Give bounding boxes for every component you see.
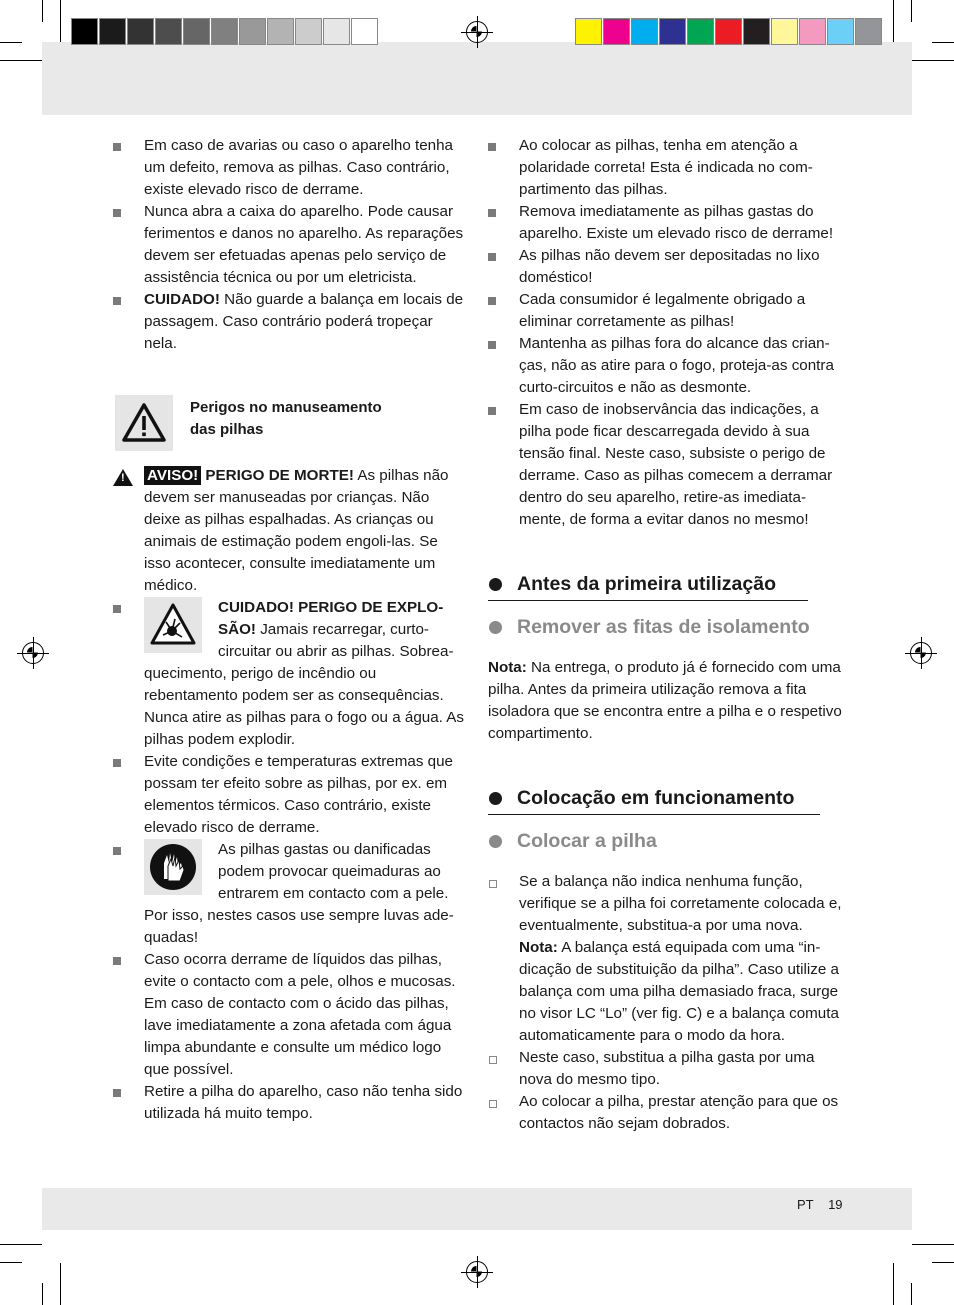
note-paragraph: Nota: Na entrega, o produto já é fornecido com uma pilha. Antes da primeira utilização remova a fita isoladora que se encontra entre a pilha e o respetivo compartimento. bbox=[488, 659, 842, 742]
registration-mark-icon bbox=[466, 1261, 488, 1283]
page-number: PT 19 bbox=[797, 1197, 843, 1212]
warning-small-icon bbox=[113, 469, 133, 486]
color-swatch bbox=[239, 18, 266, 45]
color-swatch bbox=[155, 18, 182, 45]
crop-mark bbox=[42, 0, 43, 22]
color-swatch bbox=[267, 18, 294, 45]
list-item: CUIDADO! PERIGO DE EXPLO-SÃO! Jamais recarregar, curto-circuitar ou abrir as pilhas. Sobrea-quecimento, perigo de incêndio ou rebentamento podem ser as consequências. Nunca atire as pilhas para o fogo ou a água. As pilhas podem explodir. bbox=[113, 597, 466, 751]
color-swatch bbox=[211, 18, 238, 45]
registration-mark-icon bbox=[910, 642, 932, 664]
color-swatch bbox=[771, 18, 798, 45]
section-heading: Colocação em funcionamento bbox=[488, 785, 842, 811]
crop-mark bbox=[42, 1283, 43, 1305]
gray-color-bar bbox=[71, 18, 379, 46]
crop-mark bbox=[893, 1263, 894, 1305]
crop-mark bbox=[60, 1263, 61, 1305]
crop-mark bbox=[0, 42, 22, 43]
explosion-hazard-icon bbox=[144, 597, 202, 653]
list-item: CUIDADO! Não guarde a balança em locais de passagem. Caso contrário poderá tropeçar nela. bbox=[113, 289, 466, 355]
color-swatch bbox=[127, 18, 154, 45]
list-item: Caso ocorra derrame de líquidos das pilhas, evite o contacto com a pele, olhos e mucosas. Em caso de contacto com o ácido das pilhas, lave imediatamente a zona afetada com água limpa abundante e consulte um médico logo que possível. bbox=[113, 949, 466, 1081]
list-item: As pilhas não devem ser depositadas no lixo doméstico! bbox=[488, 245, 842, 289]
crop-mark bbox=[0, 1262, 22, 1263]
crop-mark bbox=[912, 60, 954, 61]
list-item: Evite condições e temperaturas extremas que possam ter efeito sobre as pilhas, por ex. em elementos térmicos. Caso contrário, existe elevado risco de derrame. bbox=[113, 751, 466, 839]
crop-mark bbox=[0, 1244, 42, 1245]
color-swatch bbox=[323, 18, 350, 45]
warning-triangle-icon bbox=[115, 395, 173, 451]
aviso-badge: AVISO! bbox=[144, 466, 201, 485]
subsection-heading: Remover as fitas de isolamento bbox=[488, 614, 842, 640]
list-item: Remova imediatamente as pilhas gastas do aparelho. Existe um elevado risco de derrame! bbox=[488, 201, 842, 245]
color-swatch bbox=[687, 18, 714, 45]
color-swatch bbox=[183, 18, 210, 45]
color-swatch bbox=[799, 18, 826, 45]
color-swatch bbox=[351, 18, 378, 45]
step-item: Ao colocar a pilha, prestar atenção para que os contactos não sejam dobrados. bbox=[488, 1091, 842, 1135]
crop-mark bbox=[932, 1262, 954, 1263]
color-swatch bbox=[71, 18, 98, 45]
list-item: Em caso de inobservância das indicações, a pilha pode ficar descarregada devido à sua tensão final. Neste caso, subsiste o perigo de derrame. Caso as pilhas comecem a derramar dentro do seu aparelho, retire-as imediata-mente, de forma a evitar danos no mesmo! bbox=[488, 399, 842, 531]
crop-mark bbox=[912, 1244, 954, 1245]
warning-paragraph: ! AVISO! PERIGO DE MORTE! As pilhas não devem ser manuseadas por crianças. Não deixe as pilhas espalhadas. As crianças ou animais de estimação podem engoli-las. Se isso acontecer, consulte imediatamente um médico. bbox=[113, 465, 466, 597]
color-swatch bbox=[575, 18, 602, 45]
color-swatch bbox=[855, 18, 882, 45]
crop-mark bbox=[911, 1283, 912, 1305]
crop-mark bbox=[932, 42, 954, 43]
registration-mark-icon bbox=[466, 21, 488, 43]
list-item: Ao colocar as pilhas, tenha em atenção a polaridade correta! Esta é indicada no com-partimento das pilhas. bbox=[488, 135, 842, 201]
hazard-heading bbox=[113, 393, 466, 455]
crop-mark bbox=[0, 60, 42, 61]
color-swatch bbox=[659, 18, 686, 45]
color-swatch bbox=[295, 18, 322, 45]
footer-band bbox=[42, 1188, 912, 1230]
right-column bbox=[488, 135, 842, 1135]
list-item: As pilhas gastas ou danificadas podem provocar queimaduras ao entrarem em contacto com a pele. Por isso, nestes casos use sempre luvas ade-quadas! bbox=[113, 839, 466, 949]
gloves-icon bbox=[144, 839, 202, 895]
list-item: Nunca abra a caixa do aparelho. Pode causar ferimentos e danos no aparelho. As reparações devem ser efetuadas apenas pelo serviço de assistência técnica ou por um eletricista. bbox=[113, 201, 466, 289]
color-swatch bbox=[99, 18, 126, 45]
color-swatch bbox=[743, 18, 770, 45]
crop-mark bbox=[60, 0, 61, 42]
header-band bbox=[42, 42, 912, 115]
list-item: Cada consumidor é legalmente obrigado a eliminar corretamente as pilhas! bbox=[488, 289, 842, 333]
section-heading: Antes da primeira utilização bbox=[488, 571, 842, 597]
crop-mark bbox=[911, 0, 912, 22]
list-item: Em caso de avarias ou caso o aparelho tenha um defeito, remova as pilhas. Caso contrário, existe elevado risco de derrame. bbox=[113, 135, 466, 201]
left-column bbox=[113, 135, 466, 1125]
crop-mark bbox=[893, 0, 894, 42]
color-swatch bbox=[631, 18, 658, 45]
color-swatch bbox=[827, 18, 854, 45]
step-item: Se a balança não indica nenhuma função, verifique se a pilha foi corretamente colocada e, eventualmente, substitua-a por uma nova. Nota: A balança está equipada com uma “in-dicação de substituição da pilha”. Caso utilize a balança com uma pilha demasiado fraca, surge no visor LC “Lo” (ver fig. C) e a balança comuta automaticamente para o modo da hora. bbox=[488, 871, 842, 1047]
subsection-heading: Colocar a pilha bbox=[488, 828, 842, 854]
cmyk-color-bar bbox=[575, 18, 883, 46]
hazard-title: Perigos no manuseamento das pilhas bbox=[190, 399, 382, 438]
list-item: Retire a pilha do aparelho, caso não tenha sido utilizada há muito tempo. bbox=[113, 1081, 466, 1125]
step-item: Neste caso, substitua a pilha gasta por uma nova do mesmo tipo. bbox=[488, 1047, 842, 1091]
list-item: Mantenha as pilhas fora do alcance das crian-ças, não as atire para o fogo, proteja-as contra curto-circuitos e não as desmonte. bbox=[488, 333, 842, 399]
color-swatch bbox=[715, 18, 742, 45]
color-swatch bbox=[603, 18, 630, 45]
registration-mark-icon bbox=[22, 642, 44, 664]
